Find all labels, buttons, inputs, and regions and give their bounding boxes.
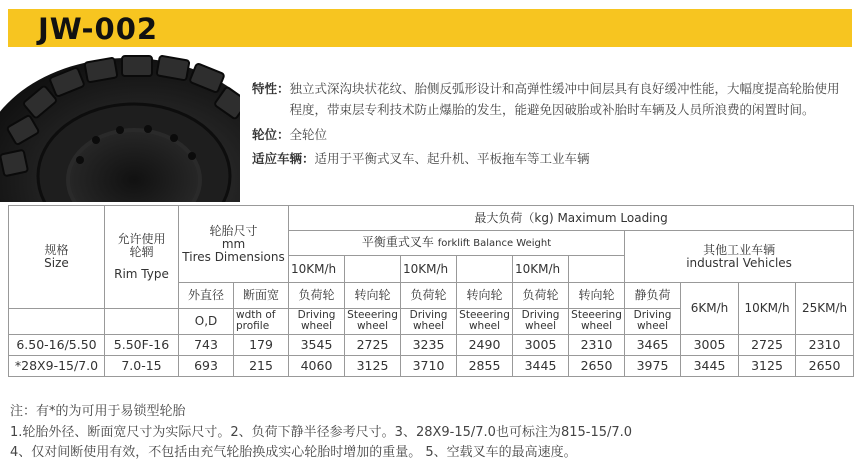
cell-load: 3125 xyxy=(345,355,401,376)
steer-en-3: Steeering wheel xyxy=(569,308,625,334)
note-line-2: 1.轮胎外径、断面宽尺寸为实际尺寸。2、负荷下静半径参考尺寸。3、28X9-15/7.0也可标注为815-15/7.0 xyxy=(10,424,633,440)
cell-load: 2725 xyxy=(739,334,796,355)
cell-width: 179 xyxy=(234,334,289,355)
rim-header-cn1: 允许使用 xyxy=(117,231,166,246)
vehicles-row xyxy=(252,148,852,169)
other-vehicles-header xyxy=(625,231,854,283)
steer-en-2: Steeering wheel xyxy=(457,308,513,334)
cell-size: 6.50-16/5.50 xyxy=(9,334,105,355)
empty-cell-2 xyxy=(457,256,513,283)
static-load-header: 静负荷 xyxy=(625,283,681,308)
rim-header-en: Rim Type xyxy=(114,266,169,281)
cell-load: 3445 xyxy=(513,355,569,376)
spec-table xyxy=(8,205,854,377)
features-row xyxy=(252,78,852,120)
speed-10-cell-1: 10KM/h xyxy=(289,256,345,283)
steer-header-1: 转向轮 xyxy=(345,283,401,308)
cell-load: 2310 xyxy=(796,334,854,355)
speed-10-cell-3: 10KM/h xyxy=(513,256,569,283)
cell-load: 2490 xyxy=(457,334,513,355)
tire-image xyxy=(0,52,240,202)
size-subheader-blank xyxy=(9,308,105,334)
tire-dim-header xyxy=(179,206,289,283)
steer-header-3: 转向轮 xyxy=(569,283,625,308)
tire-dim-en: Tires Dimensions xyxy=(182,249,285,264)
cell-load: 4060 xyxy=(289,355,345,376)
empty-cell-1 xyxy=(345,256,401,283)
tire-dim-cn1: 轮胎尺寸 xyxy=(209,223,258,238)
cell-load: 3975 xyxy=(625,355,681,376)
steer-header-2: 转向轮 xyxy=(457,283,513,308)
cell-rim: 7.0-15 xyxy=(105,355,179,376)
counterbalance-cn: 平衡重式叉车 xyxy=(361,235,434,250)
cell-load: 3005 xyxy=(513,334,569,355)
tire-illustration xyxy=(0,52,240,202)
drive-en-static: Driving wheel xyxy=(625,308,681,334)
position-text: 全轮位 xyxy=(289,127,328,142)
product-description xyxy=(252,78,852,169)
cell-load: 3445 xyxy=(681,355,739,376)
drive-en-2: Driving wheel xyxy=(401,308,457,334)
table-row xyxy=(9,355,854,376)
vehicles-label: 适应车辆： xyxy=(252,151,315,166)
cell-load: 2855 xyxy=(457,355,513,376)
notes xyxy=(10,402,632,464)
cell-load: 3710 xyxy=(401,355,457,376)
empty-cell-3 xyxy=(569,256,625,283)
drive-en-3: Driving wheel xyxy=(513,308,569,334)
cell-load: 2650 xyxy=(796,355,854,376)
size-header-en: Size xyxy=(44,255,69,270)
note-line-1: 注：有*的为可用于易锁型轮胎 xyxy=(10,404,186,419)
cell-width: 215 xyxy=(234,355,289,376)
cell-load: 3465 xyxy=(625,334,681,355)
position-label: 轮位： xyxy=(252,127,290,142)
od-header: 外直径 xyxy=(179,283,234,308)
drive-header-3: 负荷轮 xyxy=(513,283,569,308)
speed-10-cell-2: 10KM/h xyxy=(401,256,457,283)
section-width-en-header: wdth of profile xyxy=(234,308,289,334)
other-vehicles-en: industral Vehicles xyxy=(686,255,792,270)
steer-en-1: Steeering wheel xyxy=(345,308,401,334)
table-row xyxy=(9,334,854,355)
title-bar xyxy=(8,9,852,47)
cell-load: 3545 xyxy=(289,334,345,355)
rim-subheader-blank xyxy=(105,308,179,334)
other-vehicles-cn: 其他工业车辆 xyxy=(703,242,776,257)
cell-rim: 5.50F-16 xyxy=(105,334,179,355)
note-line-3: 4、仅对间断使用有效，不包括由充气轮胎换成实心轮胎时增加的重量。 5、空载叉车的最高速度。 xyxy=(10,445,577,460)
drive-header-1: 负荷轮 xyxy=(289,283,345,308)
features-text: 独立式深沟块状花纹、胎侧反弧形设计和高弹性缓冲中间层具有良好缓冲性能，大幅度提高轮胎使用程度，带束层专利技术防止爆胎的发生，能避免因破胎或补胎时车辆及人员所浪费的闲置时间。 xyxy=(289,81,840,117)
counterbalance-header xyxy=(289,231,625,256)
counterbalance-en: forklift Balance Weight xyxy=(437,238,552,250)
od-en-header: O,D xyxy=(179,308,234,334)
cell-load: 2310 xyxy=(569,334,625,355)
speed-10-other-header: 10KM/h xyxy=(739,283,796,334)
speed-25-header: 25KM/h xyxy=(796,283,854,334)
speed-6-header: 6KM/h xyxy=(681,283,739,334)
cell-load: 3005 xyxy=(681,334,739,355)
tire-dim-cn2: mm xyxy=(221,236,246,251)
drive-en-1: Driving wheel xyxy=(289,308,345,334)
drive-header-2: 负荷轮 xyxy=(401,283,457,308)
cell-load: 3125 xyxy=(739,355,796,376)
features-label: 特性： xyxy=(252,81,290,96)
cell-od: 743 xyxy=(179,334,234,355)
size-header xyxy=(9,206,105,309)
rim-header-cn2: 轮辋 xyxy=(129,244,154,259)
cell-load: 2725 xyxy=(345,334,401,355)
cell-load: 3235 xyxy=(401,334,457,355)
cell-load: 2650 xyxy=(569,355,625,376)
cell-size: *28X9-15/7.0 xyxy=(9,355,105,376)
cell-od: 693 xyxy=(179,355,234,376)
model-title: JW-002 xyxy=(38,12,159,46)
vehicles-text: 适用于平衡式叉车、起升机、平板拖车等工业车辆 xyxy=(314,151,590,166)
size-header-cn: 规格 xyxy=(44,242,69,257)
section-width-header: 断面宽 xyxy=(234,283,289,308)
max-load-header: 最大负荷（kg) Maximum Loading xyxy=(289,206,854,231)
position-row xyxy=(252,124,852,145)
rim-header xyxy=(105,206,179,309)
